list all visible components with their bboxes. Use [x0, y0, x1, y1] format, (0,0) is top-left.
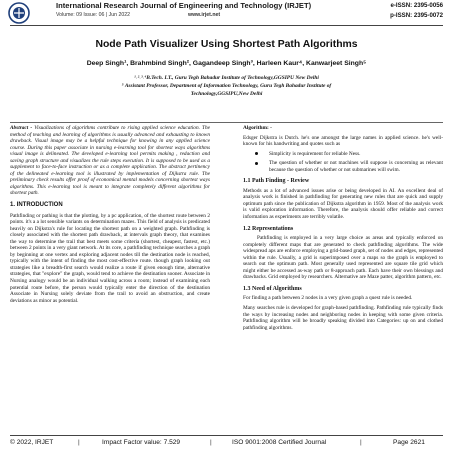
- author-list: Deep Singh¹, Brahmbind Singh², Gagandeep Singh³, Harleen Kaur⁴, Kanwarjeet Singh⁵: [86, 60, 367, 67]
- affiliation-1: ¹˒²˒³˒⁴B.Tech. I.T., Guru Tegh Bahadur Institute of Technology,GGSIPU New Delhi: [134, 75, 319, 81]
- journal-meta: [56, 12, 386, 19]
- subsection-heading-1-1: 1.1 Path Finding - Review: [243, 178, 310, 185]
- bullet-text-2: The question of whether or not machines will suppose is concerning as relevant because the question of whether or not submarines will swim.: [269, 160, 443, 173]
- page-footer: [10, 438, 443, 447]
- title-divider: [10, 122, 443, 123]
- paper-title: Node Path Visualizer Using Shortest Path Algorithms: [95, 39, 358, 50]
- bullet-dot-icon: [255, 152, 258, 155]
- subsection-heading-1-3: 1.3 Need of Algorithms: [243, 285, 302, 292]
- irjet-logo-icon: [8, 2, 30, 24]
- footer-page-number: Page 2621: [393, 439, 425, 446]
- footer-separator: |: [78, 439, 80, 446]
- abstract-text: Visualizations of algorithms contribute to rising applied science education. The method of teaching and learning of algorithms is usually advanced and exhausting to known drawback. Visual image may be a helpful technique for knowing in any applied science course. During this paper associate in nursing e-learning tool for shortest ways algorithms visual image is delineated. The developed e-learning tool permits making , redaction and saving graph structure and visualizes the rule steps execution. It is supposed to be used as a supplement to face-to-face instruction or as a complete application. The abstract pertinency of the delineated e-learning tool is illustrated by implementation of Dijkstra rule. The preliminary check results offer proof of economical mental models concerning shortest ways algorithms. This e-learning tool is meant to integrate completely different algorithms for shortest path.: [10, 125, 210, 197]
- quote-bullet-2: [243, 160, 443, 173]
- footer-impact-factor: Impact Factor value: 7.529: [102, 439, 181, 446]
- volume-issue: Volume: 09 Issue: 06 | Jun 2022: [56, 12, 131, 18]
- affiliations: [60, 75, 393, 98]
- pissn: p-ISSN: 2395-0072: [390, 12, 443, 19]
- algorithm-label: Algorithm: -: [243, 125, 272, 131]
- path-finding-review-text: Methods as a lot of advanced issues arise or being developed in AI. An excellent deal of analysis work is finished in pathfinding for generating new rules that are quick and supply optimum path since the publication of Dijkstra algorithm in 1959. Most of the analysis work is valid exploration information. Therefore, the analysis should offer reliable and correct information as experiments are terribly volatile.: [243, 187, 443, 221]
- footer-iso: ISO 9001:2008 Certified Journal: [232, 439, 327, 446]
- introduction-text: Pathfinding or pathing is that the plotting, by a pc application, of the shortest route between 2 points. it's a a lot sensible variants on determination mazes. This field of analysis is predicated heavily on Dijkstra's rule for locating the shortest path on a weighted graph. Pathfinding is closely associated with the shortest path drawback, at intervals graph theory, that examines the way to determine the trail that best meets some criteria (shortest, cheapest, fastest, etc.) between 2 points in a very giant network. At its core, a pathfinding technique searches a graph by beginning at one vertex and exploring adjacent nodes till the destination node is reached, typically with the intent of finding the most cost-effective route. though graph looking out strategies like a breadth-first search would realize a route if given enough time, alternative strategies, that "explore" the graph, would tend to achieve the destination sooner. Associate in Nursing analogy would be an individual walking across a room; instead of examining each potential route before, the person would typically enter the direction of the destination Associate in Nursing solely deviate from the trail to avoid an obstruction, and create deviations as minor as potential.: [10, 212, 210, 304]
- section-heading-introduction: 1. INTRODUCTION: [10, 202, 63, 209]
- subsection-heading-1-2: 1.2 Representations: [243, 225, 294, 232]
- abstract-label: Abstract -: [10, 125, 33, 131]
- right-column: [243, 125, 443, 331]
- need-of-algorithms-text-2: Many searches rule is developed for graph-based pathfinding. Pathfinding rule typically finds the ways by increasing nodes and neighboring nodes in keeping with some given criteria. Pathfinding algorithm will be broadly speaking divided into Categories: up on and clothed pathfinding algorithms.: [243, 305, 443, 331]
- eissn: e-ISSN: 2395-0056: [390, 2, 443, 9]
- journal-url[interactable]: www.irjet.net: [188, 12, 221, 18]
- representations-text: Pathfinding is employed in a very large choice as areas and typically enforced on completely different maps that are generated to check pathfinding algorithms. The wide widespread aps are enforce employing a grid-based graph, set of nodes and edges, represented within the rule. Usually, a grid is superimposed over a maps so the graph is employed to search out the optimum path. Most generally used represented are square tile grid which might either be accessed as-way path or 8-approach path. Each have their own blessings and drawbacks. Grid employed by researchers. Alternative are Maze patter, algorithm pattern, etc.: [243, 235, 443, 281]
- journal-title: International Research Journal of Engineering and Technology (IRJET): [56, 1, 312, 10]
- affiliation-2: ⁵ Assistant Professor, Department of Information Technology, Guru Tegh Bahadur Institute of: [121, 82, 332, 89]
- bullet-dot-icon: [255, 162, 258, 165]
- footer-copyright: © 2022, IRJET: [10, 439, 54, 446]
- affiliation-3: Technology,GGSIPU,New Delhi: [190, 90, 263, 97]
- footer-separator: |: [210, 439, 212, 446]
- left-column: [10, 125, 210, 304]
- abstract: [10, 125, 210, 197]
- footer-separator: |: [360, 439, 362, 446]
- quote-bullet-1: [243, 151, 443, 158]
- footer-rule: [10, 435, 443, 436]
- algorithm-text: Edsger Dijkstra is Dutch. he's one amongst the large names in applied science. he's well-known for his handwriting and quotes such as: [243, 134, 443, 148]
- header-rule: [10, 25, 443, 26]
- need-of-algorithms-text-1: For finding a path between 2 nodes in a very given graph a quest rule is needed.: [243, 295, 413, 302]
- journal-header: [0, 0, 453, 27]
- bullet-text-1: Simplicity is requirement for reliable Ness.: [269, 150, 361, 157]
